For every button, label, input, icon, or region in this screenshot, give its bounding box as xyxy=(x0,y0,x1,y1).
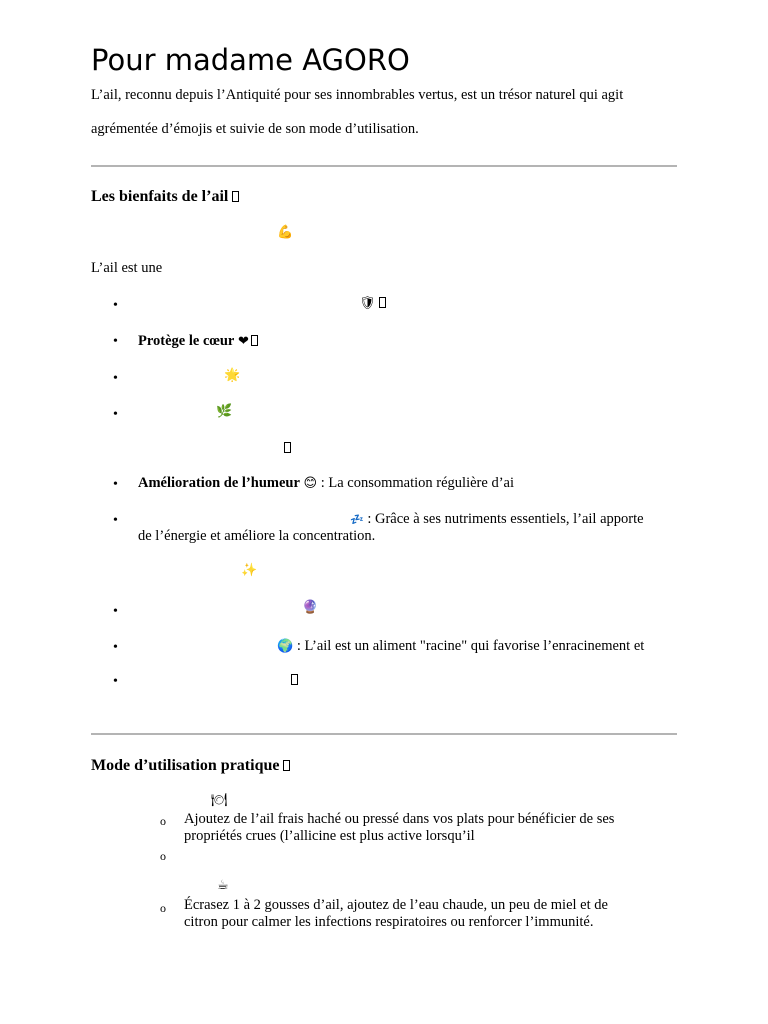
item-desc: : La consommation régulière d’ai xyxy=(317,475,514,491)
section-heading-text: Les bienfaits de l’ail xyxy=(91,188,229,205)
muscle-icon: 💪 xyxy=(277,225,294,240)
list-item xyxy=(277,637,644,656)
section-heading-bienfaits xyxy=(91,187,239,207)
bullet-dot: • xyxy=(113,371,118,386)
bullet-dot: • xyxy=(113,604,118,619)
crystal-ball-icon: 🔮 xyxy=(302,600,319,615)
missing-glyph-icon xyxy=(283,760,290,771)
list-item xyxy=(138,474,514,493)
bullet-dot: • xyxy=(113,407,118,422)
section-heading-mode xyxy=(91,756,290,776)
divider xyxy=(91,165,677,167)
section-heading-text: Mode d’utilisation pratique xyxy=(91,757,280,774)
smile-icon: 😊 xyxy=(303,476,318,491)
missing-glyph-icon xyxy=(232,191,239,202)
item-desc: : Grâce à ses nutriments essentiels, l’ail apporte xyxy=(363,511,644,527)
heart-icon: ❤ xyxy=(237,334,249,349)
bullet-dot: • xyxy=(113,334,118,349)
list-item xyxy=(350,510,644,529)
sub-bullet: o xyxy=(160,849,166,863)
item-desc: : L’ail est un aliment "racine" qui favorise l’enracinement et xyxy=(293,638,645,654)
globe-icon: 🌍 xyxy=(277,639,294,654)
missing-glyph-icon xyxy=(284,442,291,453)
item-label: Amélioration de l’humeur xyxy=(138,475,300,491)
sparkles-icon: ✨ xyxy=(241,563,258,578)
sleep-icon: 💤 xyxy=(350,513,364,526)
lead-text: L’ail est une xyxy=(91,260,163,276)
spiritual-heading xyxy=(284,439,291,457)
sub-item-text-continued: propriétés crues (l’allicine est plus active lorsqu’il xyxy=(184,828,475,844)
bullet-dot: • xyxy=(113,674,118,689)
star-icon: 🌟 xyxy=(224,368,241,383)
shield-glyph: 🛡 xyxy=(359,296,376,311)
sub-bullet: o xyxy=(160,814,166,828)
divider xyxy=(91,733,677,735)
item-desc-continued: de l’énergie et améliore la concentration. xyxy=(138,528,376,544)
list-item xyxy=(291,671,298,689)
sub-bullet: o xyxy=(160,901,166,915)
list-item xyxy=(138,332,258,351)
missing-glyph-icon xyxy=(251,335,258,346)
bullet-dot: • xyxy=(113,513,118,528)
missing-glyph-icon xyxy=(379,297,386,308)
bullet-dot: • xyxy=(113,640,118,655)
herb-icon: 🌿 xyxy=(216,404,233,419)
sub-item-text-continued: citron pour calmer les infections respiratoires ou renforcer l’immunité. xyxy=(184,914,594,930)
missing-glyph-icon xyxy=(291,674,298,685)
intro-line-1: L’ail, reconnu depuis l’Antiquité pour ses innombrables vertus, est un trésor naturel qui agit xyxy=(91,87,624,103)
item-label: Protège le cœur xyxy=(138,333,235,349)
shield-icon xyxy=(359,296,386,311)
sub-item-text: Écrasez 1 à 2 gousses d’ail, ajoutez de l’eau chaude, un peu de miel et de xyxy=(184,897,608,913)
hot-drink-icon: ☕ xyxy=(217,878,229,893)
bullet-dot: • xyxy=(113,477,118,492)
plate-icon: 🍽 xyxy=(211,793,228,808)
intro-line-2: agrémentée d’émojis et suivie de son mode d’utilisation. xyxy=(91,121,419,137)
bullet-dot: • xyxy=(113,298,118,313)
sub-item-text: Ajoutez de l’ail frais haché ou pressé dans vos plats pour bénéficier de ses xyxy=(184,811,615,827)
page-title: Pour madame AGORO xyxy=(91,43,410,77)
